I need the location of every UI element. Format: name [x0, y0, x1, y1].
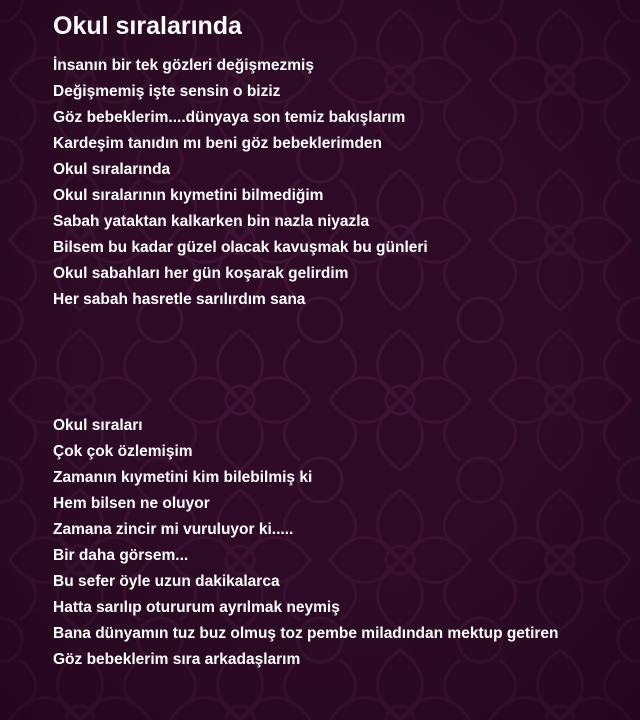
poem-line: Göz bebeklerim....dünyaya son temiz bakışlarım — [53, 109, 406, 126]
poem-line: Kardeşim tanıdın mı beni göz bebeklerimden — [53, 135, 383, 152]
poem-line: Bana dünyamın tuz buz olmuş toz pembe miladından mektup getiren — [53, 625, 559, 642]
poem-line: İnsanın bir tek gözleri değişmezmiş — [53, 57, 314, 74]
poem-line: Zamana zincir mi vuruluyor ki..... — [53, 521, 294, 538]
poem-line: Bilsem bu kadar güzel olacak kavuşmak bu günleri — [53, 239, 428, 256]
poem-line: Bu sefer öyle uzun dakikalarca — [53, 573, 280, 590]
poem-line: Hem bilsen ne oluyor — [53, 495, 210, 512]
poem-line: Her sabah hasretle sarılırdım sana — [53, 291, 306, 308]
poem-line: Göz bebeklerim sıra arkadaşlarım — [53, 651, 301, 668]
poem-line: Okul sıralarında — [53, 161, 171, 178]
poem-line: Değişmemiş işte sensin o biziz — [53, 83, 281, 100]
poem-line: Zamanın kıymetini kim bilebilmiş ki — [53, 469, 313, 486]
poem-line: Okul sabahları her gün koşarak gelirdim — [53, 265, 349, 282]
poem-line: Okul sıralarının kıymetini bilmediğim — [53, 187, 324, 204]
poem-line: Hatta sarılıp otururum ayrılmak neymiş — [53, 599, 340, 616]
poem-title: Okul sıralarında — [53, 12, 242, 40]
poem-line: Çok çok özlemişim — [53, 443, 193, 460]
poem-line: Bir daha görsem... — [53, 547, 189, 564]
poem-line: Okul sıraları — [53, 417, 143, 434]
poem-stanza-2 — [53, 413, 559, 673]
poem-line: Sabah yataktan kalkarken bin nazla niyazla — [53, 213, 370, 230]
poem-stanza-1 — [53, 53, 428, 313]
